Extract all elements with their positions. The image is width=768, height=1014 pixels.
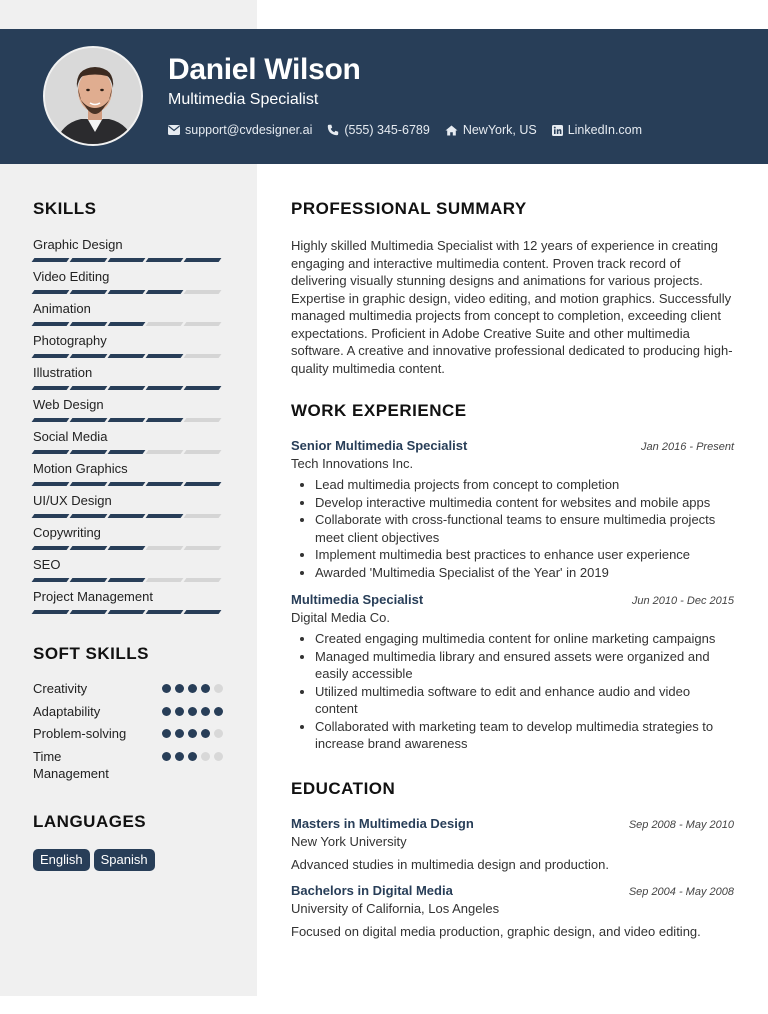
skill-rating: [33, 290, 223, 294]
job-bullets: [291, 476, 734, 581]
skill-label: Video Editing: [33, 269, 110, 284]
job-bullet: • Implement multimedia best practices to enhance user experience: [315, 546, 734, 564]
experience-item: [291, 592, 734, 753]
skill-rating: [33, 258, 223, 262]
skill-item: [33, 589, 223, 621]
skill-item: [33, 557, 223, 589]
rating-dot: [214, 707, 223, 716]
rating-segment: [184, 354, 222, 358]
rating-segment: [146, 386, 184, 390]
contact-email-text: support@cvdesigner.ai: [185, 123, 313, 137]
rating-segment: [146, 482, 184, 486]
school-name: New York University: [291, 834, 407, 849]
rating-segment: [108, 418, 146, 422]
rating-segment: [146, 290, 184, 294]
rating-segment: [32, 258, 70, 262]
degree-title: Bachelors in Digital Media: [291, 883, 453, 898]
skill-rating: [33, 322, 223, 326]
rating-segment: [146, 322, 184, 326]
skill-label: Motion Graphics: [33, 461, 128, 476]
rating-dot: [162, 752, 171, 761]
rating-segment: [108, 450, 146, 454]
job-date: Jan 2016 - Present: [641, 441, 734, 453]
language-tag: English: [33, 849, 90, 871]
job-bullet: • Managed multimedia library and ensured assets were organized and easily accessible: [315, 648, 734, 683]
skill-label: Photography: [33, 333, 107, 348]
avatar: [43, 46, 143, 146]
rating-segment: [108, 482, 146, 486]
job-bullet: • Collaborated with marketing team to develop multimedia strategies to increase brand awareness: [315, 718, 734, 753]
soft-skill-rating: [162, 729, 223, 738]
summary-text: Highly skilled Multimedia Specialist with 12 years of experience in creating engaging and interactive multimedia content. Proven track record of delivering visually stunning designs and animations for various projects. Expertise in graphic design, video editing, and motion graphics. Successfully managed multimedia projects from concept to completion, exceeding client expectations. Proficient in Adobe Creative Suite and other multimedia software. A creative and innovative professional dedicated to producing high-quality multimedia content.: [291, 238, 733, 376]
skill-rating: [33, 450, 223, 454]
skill-item: [33, 429, 223, 461]
rating-segment: [70, 578, 108, 582]
rating-segment: [146, 418, 184, 422]
rating-segment: [32, 514, 70, 518]
skill-label: Animation: [33, 301, 91, 316]
skill-item: [33, 333, 223, 365]
skill-rating: [33, 418, 223, 422]
contact-location-text: NewYork, US: [462, 123, 537, 137]
skill-label: UI/UX Design: [33, 493, 112, 508]
rating-segment: [184, 290, 222, 294]
skill-label: SEO: [33, 557, 61, 572]
skill-rating: [33, 482, 223, 486]
rating-segment: [108, 546, 146, 550]
skill-item: [33, 301, 223, 333]
rating-dot: [214, 684, 223, 693]
job-date: Jun 2010 - Dec 2015: [631, 595, 734, 607]
rating-dot: [188, 684, 197, 693]
rating-segment: [32, 354, 70, 358]
soft-skill-label: Creativity: [33, 681, 88, 696]
rating-segment: [108, 386, 146, 390]
soft-skills-list: [33, 680, 223, 781]
rating-segment: [70, 386, 108, 390]
contact-row: [168, 123, 657, 137]
envelope-icon: [168, 125, 180, 135]
skill-label: Web Design: [33, 397, 104, 412]
soft-skill-rating: [162, 707, 223, 716]
rating-segment: [32, 482, 70, 486]
job-bullet: • Utilized multimedia software to edit and enhance audio and video content: [315, 683, 734, 718]
soft-skill-label: Problem-solving: [33, 726, 127, 741]
rating-dot: [162, 707, 171, 716]
skill-label: Illustration: [33, 365, 93, 380]
skills-heading: SKILLS: [33, 199, 97, 218]
rating-dot: [201, 684, 210, 693]
rating-segment: [108, 258, 146, 262]
job-company: Tech Innovations Inc.: [291, 456, 414, 471]
rating-segment: [70, 418, 108, 422]
soft-skill-item: [33, 680, 223, 703]
education-heading: EDUCATION: [291, 779, 396, 798]
soft-skill-item: [33, 748, 223, 781]
rating-segment: [32, 578, 70, 582]
soft-skill-item: [33, 725, 223, 748]
rating-dot: [201, 752, 210, 761]
education-description: Focused on digital media production, graphic design, and video editing.: [291, 924, 701, 939]
rating-segment: [184, 258, 222, 262]
rating-dot: [175, 729, 184, 738]
education-description: Advanced studies in multimedia design and production.: [291, 857, 609, 872]
rating-segment: [184, 322, 222, 326]
experience-heading: WORK EXPERIENCE: [291, 401, 467, 420]
experience-item: [291, 438, 734, 581]
rating-segment: [70, 450, 108, 454]
degree-date: Sep 2008 - May 2010: [628, 819, 734, 831]
rating-dot: [175, 752, 184, 761]
rating-segment: [32, 546, 70, 550]
job-bullet: • Awarded 'Multimedia Specialist of the Year' in 2019: [315, 564, 734, 582]
rating-segment: [32, 290, 70, 294]
summary-heading: PROFESSIONAL SUMMARY: [291, 199, 527, 218]
job-bullet: • Created engaging multimedia content for online marketing campaigns: [315, 630, 734, 648]
rating-segment: [70, 322, 108, 326]
rating-segment: [184, 482, 222, 486]
contact-location: [445, 123, 537, 137]
school-name: University of California, Los Angeles: [291, 901, 500, 916]
rating-dot: [188, 707, 197, 716]
rating-segment: [184, 418, 222, 422]
skill-item: [33, 237, 223, 269]
rating-segment: [70, 546, 108, 550]
skill-item: [33, 269, 223, 301]
rating-dot: [175, 707, 184, 716]
skill-item: [33, 525, 223, 557]
profile-photo: [45, 48, 143, 146]
rating-segment: [70, 290, 108, 294]
skill-label: Copywriting: [33, 525, 101, 540]
rating-dot: [214, 752, 223, 761]
job-title: Senior Multimedia Specialist: [291, 438, 468, 453]
soft-skill-label: Adaptability: [33, 703, 101, 719]
degree-title: Masters in Multimedia Design: [291, 816, 474, 831]
rating-segment: [108, 322, 146, 326]
education-item: [291, 816, 734, 873]
job-company: Digital Media Co.: [291, 610, 390, 625]
rating-segment: [70, 482, 108, 486]
skill-rating: [33, 546, 223, 550]
skill-label: Social Media: [33, 429, 108, 444]
rating-segment: [184, 386, 222, 390]
rating-segment: [108, 610, 146, 614]
skill-rating: [33, 610, 223, 614]
rating-dot: [214, 729, 223, 738]
rating-dot: [201, 707, 210, 716]
degree-date: Sep 2004 - May 2008: [628, 886, 734, 898]
rating-segment: [70, 258, 108, 262]
soft-skill-item: [33, 703, 223, 726]
rating-dot: [162, 684, 171, 693]
soft-skill-rating: [162, 684, 223, 693]
rating-segment: [184, 546, 222, 550]
skill-rating: [33, 354, 223, 358]
rating-segment: [146, 514, 184, 518]
rating-segment: [70, 354, 108, 358]
rating-segment: [184, 450, 222, 454]
rating-segment: [32, 418, 70, 422]
rating-segment: [184, 514, 222, 518]
job-bullet: • Lead multimedia projects from concept to completion: [315, 476, 734, 494]
rating-dot: [175, 684, 184, 693]
candidate-name: Daniel Wilson: [168, 53, 361, 86]
education-item: [291, 883, 734, 940]
rating-segment: [108, 578, 146, 582]
rating-segment: [32, 386, 70, 390]
contact-phone-text: (555) 345-6789: [344, 123, 430, 137]
rating-segment: [146, 546, 184, 550]
rating-segment: [70, 514, 108, 518]
rating-dot: [162, 729, 171, 738]
rating-segment: [184, 578, 222, 582]
resume-header: [0, 29, 768, 164]
skill-item: [33, 461, 223, 493]
skill-rating: [33, 514, 223, 518]
rating-dot: [188, 729, 197, 738]
linkedin-icon: [552, 125, 563, 136]
skill-rating: [33, 386, 223, 390]
job-title: Multimedia Specialist: [291, 592, 424, 607]
soft-skill-label: Time Management: [33, 748, 109, 781]
rating-segment: [108, 514, 146, 518]
rating-segment: [108, 354, 146, 358]
home-icon: [445, 125, 458, 136]
rating-segment: [146, 578, 184, 582]
rating-segment: [146, 354, 184, 358]
job-bullet: • Collaborate with cross-functional teams to ensure multimedia projects meet client objectives: [315, 511, 734, 546]
rating-segment: [146, 450, 184, 454]
rating-segment: [32, 610, 70, 614]
skill-item: [33, 493, 223, 525]
rating-segment: [146, 610, 184, 614]
contact-linkedin-text: LinkedIn.com: [567, 123, 643, 137]
rating-segment: [108, 290, 146, 294]
language-tag: Spanish: [94, 849, 155, 871]
job-bullets: [291, 630, 734, 753]
skill-item: [33, 365, 223, 397]
contact-linkedin[interactable]: [552, 123, 642, 137]
phone-icon: [327, 124, 339, 136]
skill-rating: [33, 578, 223, 582]
soft-skill-rating: [162, 752, 223, 761]
soft-skills-heading: SOFT SKILLS: [33, 644, 149, 663]
skills-list: [33, 237, 223, 621]
rating-segment: [70, 610, 108, 614]
skill-item: [33, 397, 223, 429]
rating-dot: [188, 752, 197, 761]
languages-list: [33, 849, 155, 871]
rating-dot: [201, 729, 210, 738]
contact-email[interactable]: [168, 123, 312, 137]
rating-segment: [184, 610, 222, 614]
skill-label: Project Management: [33, 589, 153, 604]
job-bullet: • Develop interactive multimedia content for websites and mobile apps: [315, 494, 734, 512]
languages-heading: LANGUAGES: [33, 812, 147, 831]
rating-segment: [32, 450, 70, 454]
candidate-title: Multimedia Specialist: [168, 91, 319, 108]
contact-phone[interactable]: [327, 123, 429, 137]
skill-label: Graphic Design: [33, 237, 123, 252]
rating-segment: [146, 258, 184, 262]
rating-segment: [32, 322, 70, 326]
